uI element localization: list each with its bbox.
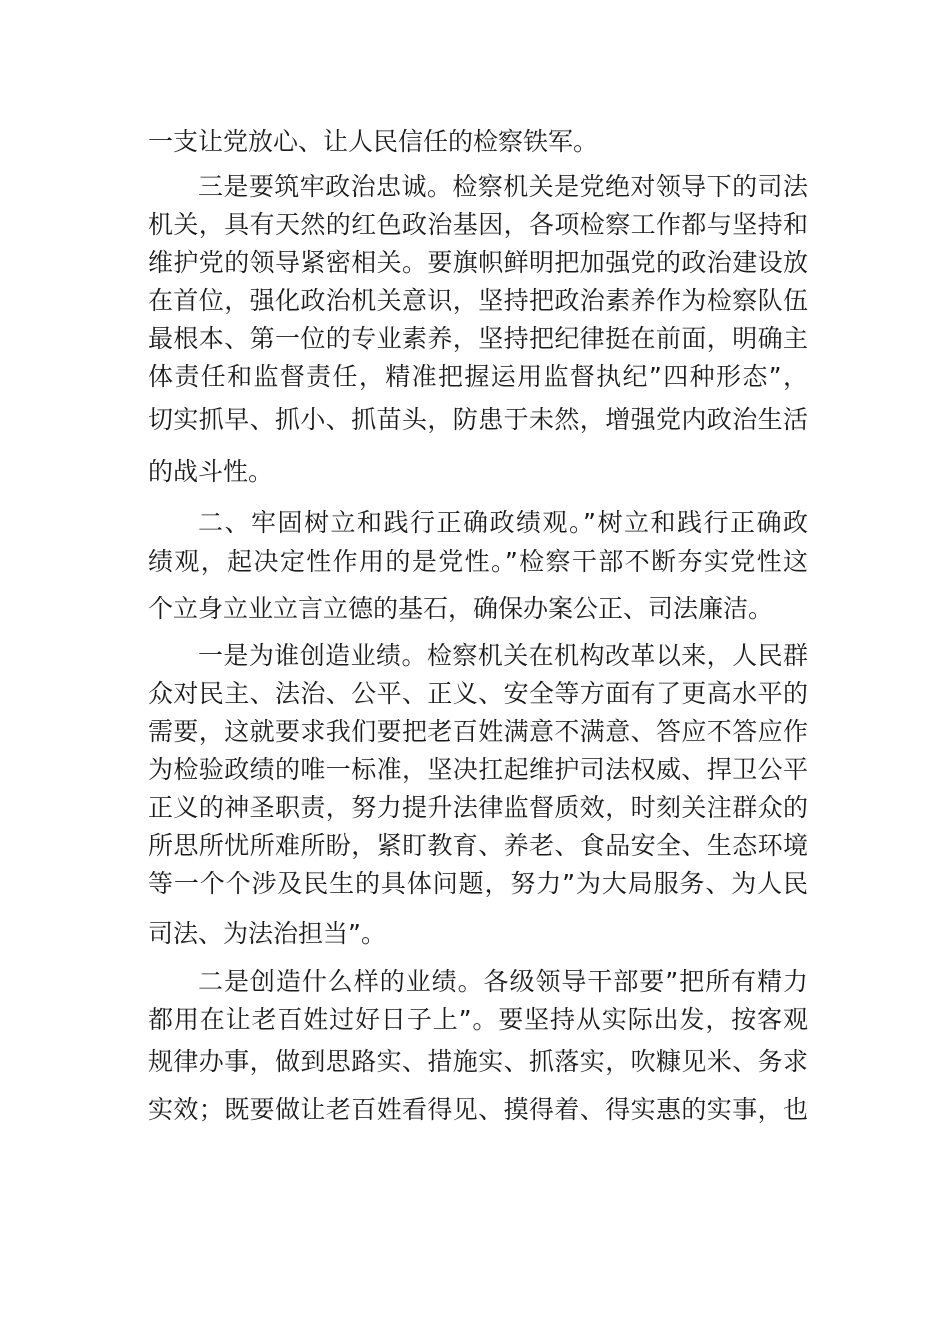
text-line: 一支让党放心、让人民信任的检察铁军。 xyxy=(148,127,599,156)
text-line: 实效；既要做让老百姓看得见、摸得着、得实惠的实事，也 xyxy=(148,1095,808,1124)
text-line: 二、牢固树立和践行正确政绩观。”树立和践行正确政 xyxy=(198,508,808,537)
text-line: 为检验政绩的唯一标准，坚决扛起维护司法权威、捍卫公平 xyxy=(148,755,808,784)
text-line: 司法、为法治担当”。 xyxy=(148,919,386,948)
text-line: 绩观，起决定性作用的是党性。”检察干部不断夯实党性这 xyxy=(148,547,808,576)
text-line: 正义的神圣职责，努力提升法律监督质效，时刻关注群众的 xyxy=(148,793,808,822)
text-line: 一是为谁创造业绩。检察机关在机构改革以来，人民群 xyxy=(198,641,808,670)
text-line: 需要，这就要求我们要把老百姓满意不满意、答应不答应作 xyxy=(148,717,808,746)
text-line: 规律办事，做到思路实、措施实、抓落实，吹糠见米、务求 xyxy=(148,1047,808,1076)
text-line: 体责任和监督责任，精准把握运用监督执纪”四种形态”， xyxy=(148,362,808,391)
text-line: 维护党的领导紧密相关。要旗帜鲜明把加强党的政治建设放 xyxy=(148,248,808,277)
text-line: 所思所忧所难所盼，紧盯教育、养老、食品安全、生态环境 xyxy=(148,831,808,860)
text-line: 等一个个涉及民生的具体问题，努力”为大局服务、为人民 xyxy=(148,869,808,898)
text-line: 在首位，强化政治机关意识，坚持把政治素养作为检察队伍 xyxy=(148,286,808,315)
text-line: 机关，具有天然的红色政治基因，各项检察工作都与坚持和 xyxy=(148,210,808,239)
text-line: 最根本、第一位的专业素养，坚持把纪律挺在前面，明确主 xyxy=(148,324,808,353)
text-line: 都用在让老百姓过好日子上”。要坚持从实际出发，按客观 xyxy=(148,1005,808,1034)
text-line: 个立身立业立言立德的基石，确保办案公正、司法廉洁。 xyxy=(148,594,774,623)
text-line: 二是创造什么样的业绩。各级领导干部要”把所有精力 xyxy=(198,967,808,996)
text-line: 切实抓早、抓小、抓苗头，防患于未然，增强党内政治生活 xyxy=(148,405,808,434)
text-line: 众对民主、法治、公平、正义、安全等方面有了更高水平的 xyxy=(148,679,808,708)
text-line: 的战斗性。 xyxy=(148,457,274,486)
text-line: 三是要筑牢政治忠诚。检察机关是党绝对领导下的司法 xyxy=(198,172,808,201)
